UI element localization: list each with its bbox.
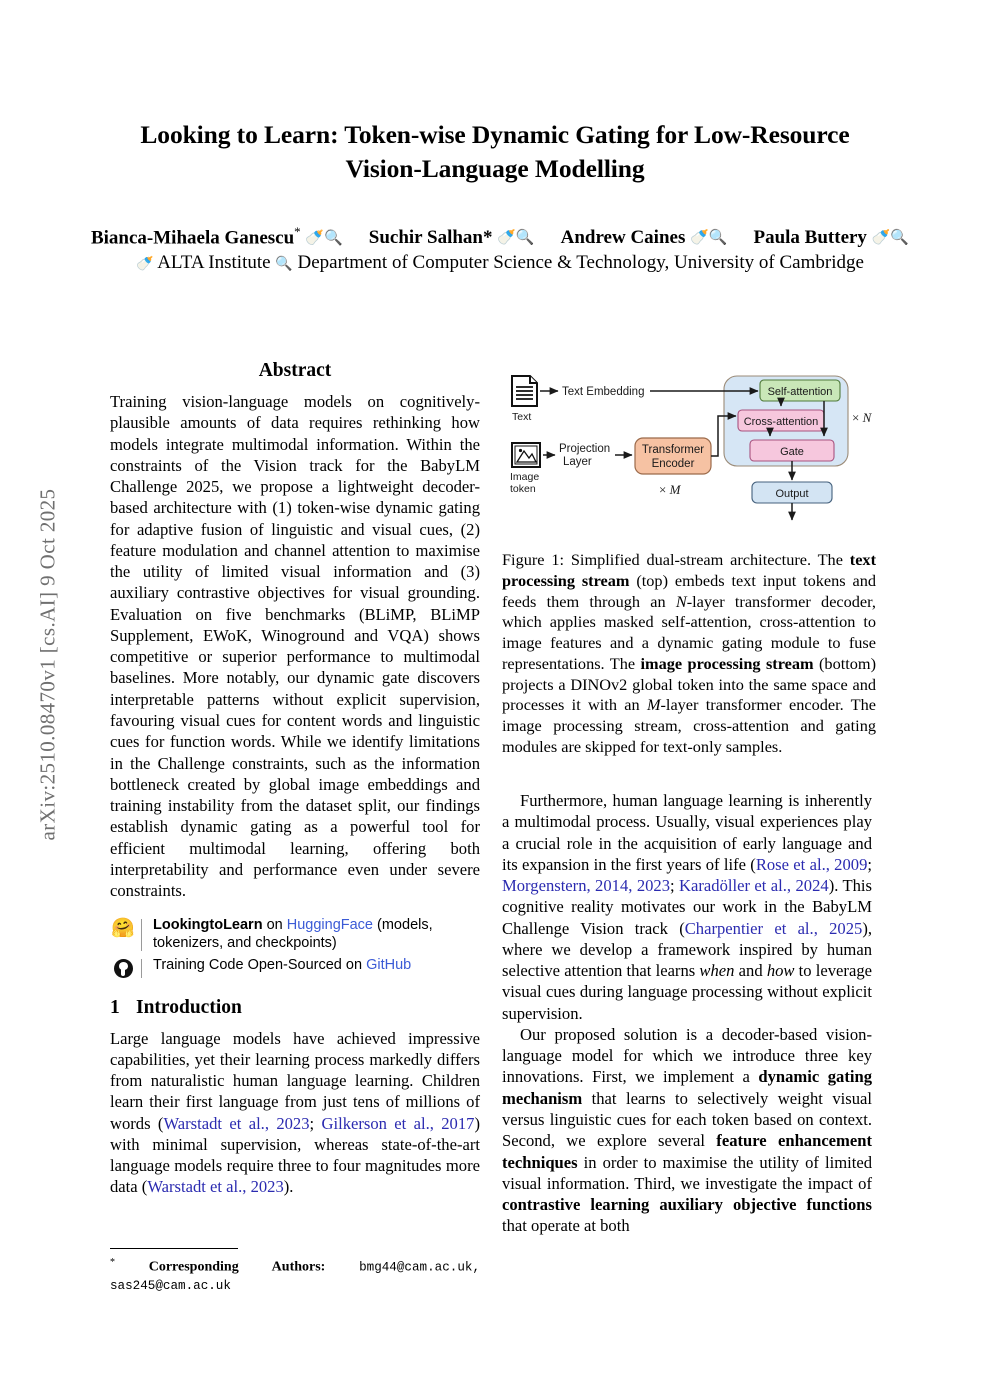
title-block (100, 118, 890, 186)
page-title (100, 118, 890, 186)
footnote (110, 1248, 480, 1294)
rc-text-e: to leverage visual cues during language processing without explicit supervision. (502, 961, 872, 1023)
footnote-rule (110, 1248, 238, 1249)
figure-1-diagram (502, 368, 876, 528)
bottle-icon: 🍼 (136, 256, 154, 272)
caption-text-4: (bottom) projects a DINOv2 global token into the same space and processes it with an (502, 653, 876, 715)
rc-text-d: and (734, 961, 767, 981)
rc-text-b: ). This cognitive reality motivates our work in the BabyLM Challenge Vision track ( (502, 876, 872, 938)
author-name: Bianca-Mihaela Ganescu (90, 227, 295, 249)
left-column (110, 360, 480, 1198)
divider (141, 959, 142, 978)
rc2-bold-feature-enhancement: feature enhancement techniques (502, 1131, 872, 1172)
text-document-icon (512, 376, 537, 406)
image-token-icon (512, 443, 540, 467)
citation-link[interactable]: Rose et al., 2009 (755, 854, 868, 874)
self-attention-label: Self-attention (767, 386, 833, 398)
cross-attention-label: Cross-attention (743, 416, 819, 428)
title-line-1: Looking to Learn: Token-wise Dynamic Gating for Low-Resource (140, 120, 850, 149)
projection-layer-label-1: Projection (559, 443, 611, 455)
text-embedding-label: Text Embedding (562, 386, 645, 398)
author-entry (561, 227, 728, 249)
intro-text-a: Large language models have achieved impressive capabilities, yet their learning process markedly differs from naturalistic human language learning. Children learn their first language from just tens of millions of words ( (110, 1028, 480, 1133)
right-paragraph-1 (502, 790, 872, 1024)
bottle-magnifier-icon: 🍼🔍 (497, 228, 535, 247)
citation-link[interactable]: Morgenstern, 2014, 2023 (502, 876, 671, 896)
transformer-encoder-label-2: Encoder (651, 458, 695, 470)
bottle-magnifier-icon: 🍼🔍 (305, 228, 343, 247)
footnote-text (110, 1257, 480, 1294)
section-number: 1 (110, 996, 120, 1018)
repo-name: LookingtoLearn (153, 917, 263, 934)
rc2-text-c: in order to maximise the utility of limited visual information. Third, we investigate the impact of (502, 1152, 872, 1193)
right-paragraph-2 (502, 1024, 872, 1237)
affiliation-alta: ALTA Institute (157, 252, 271, 273)
magnifier-icon: 🔍 (275, 256, 293, 272)
citation-link[interactable]: Karadöller et al., 2024 (679, 876, 829, 896)
author-list (70, 224, 930, 249)
rc-text-c: ), where we develop a framework inspired by human selective attention that learns (502, 918, 872, 981)
abstract-text: Training vision-language models on cognitively-plausible amounts of data requires rethinking how models integrate multimodal information. Within the constraints of the Vision track for the BabyLM Challenge 2025, we propose a lightweight decoder-based architecture with (1) token-wise dynamic gating for adaptive fusion of linguistic and visual cues, (2) feature modulation and channel attention to maximise the utility of limited visual information and (3) auxiliary contrastive objectives for visual grounding. Evaluation on five benchmarks (BLiMP, BLiMP Supplement, EWoK, Winoground and VQA) shows competitive or superior performance to multimodal baselines. More notably, our dynamic gate discovers interpretable patterns without explicit supervision, favouring visual cues for content words and linguistic cues for function words. While we identify limitations in the Challenge constraints, such as the information bottleneck created by global image embeddings and training instability from the dataset split, our findings establish dynamic gating as a powerful tool for efficient multimodal learning, offering both interpretability and performance even under severe constraints. (110, 392, 480, 901)
caption-math-m: M (646, 695, 661, 715)
caption-text-3: -layer transformer decoder, which applies masked self-attention, cross-attention to image features and a dynamic gating module to fuse representations. The (502, 591, 876, 673)
image-node-label-1: Image (510, 471, 540, 483)
footnote-marker: * (110, 1257, 115, 1268)
github-icon (110, 957, 136, 980)
caption-bold-1: text processing stream (502, 550, 876, 590)
intro-text-b: ) with minimal supervision, whereas state-of-the-art language models require three to four magnitudes more data ( (110, 1113, 480, 1197)
author-entry (91, 224, 343, 249)
citation-separator: ; (309, 1113, 322, 1133)
author-name: Suchir Salhan* (368, 227, 493, 249)
projection-layer-label-2: Layer (563, 456, 592, 468)
rc-italic-how: how (766, 961, 795, 981)
hugging-face-link-text (153, 917, 480, 952)
times-n-label: × N (852, 410, 872, 425)
divider (141, 919, 142, 950)
bottle-magnifier-icon: 🍼🔍 (690, 228, 728, 247)
author-entry (753, 227, 909, 249)
introduction-heading (110, 997, 480, 1019)
footnote-email-1[interactable]: bmg44@cam.ac.uk, (359, 1260, 480, 1275)
repo-tail-text: (models, tokenizers, and checkpoints) (153, 917, 433, 952)
arxiv-identifier-stamp: arXiv:2510.08470v1 [cs.AI] 9 Oct 2025 (35, 488, 60, 841)
rc2-bold-contrastive: contrastive learning auxiliary objective functions (502, 1195, 872, 1215)
citation-link[interactable]: Warstadt et al., 2023 (147, 1177, 284, 1197)
author-name: Andrew Caines (560, 227, 686, 249)
rc-italic-when: when (699, 961, 735, 981)
rc2-bold-dynamic-gating: dynamic gating mechanism (502, 1067, 872, 1108)
citation-link[interactable]: Warstadt et al., 2023 (163, 1113, 310, 1133)
caption-text-1: Simplified dual-stream architecture. The (564, 550, 850, 569)
architecture-svg (502, 368, 876, 528)
rc2-text-a: Our proposed solution is a decoder-based vision-language model for which we introduce three key innovations. First, we implement a (502, 1024, 872, 1087)
citation-separator: ; (867, 854, 872, 874)
github-link[interactable]: GitHub (366, 956, 412, 973)
abstract-heading: Abstract (258, 360, 332, 381)
rc2-text-b: that learns to selectively weight visual versus linguistic cues for each token based on context. Second, we explore several (502, 1088, 872, 1151)
footnote-label: Corresponding Authors: (148, 1259, 326, 1275)
rc2-text-d: that operate at both (502, 1216, 630, 1236)
author-entry (369, 227, 535, 249)
citation-link[interactable]: Gilkerson et al., 2017 (321, 1113, 475, 1133)
introduction-paragraph-1 (110, 1028, 480, 1198)
section-title: Introduction (136, 996, 242, 1018)
title-line-2: Vision-Language Modelling (345, 153, 645, 183)
repository-links (110, 917, 480, 979)
citation-link[interactable]: Charpentier et al., 2025 (684, 918, 863, 938)
gate-label: Gate (780, 446, 804, 458)
output-label: Output (775, 488, 809, 500)
citation-separator: ; (670, 876, 680, 896)
list-item[interactable] (110, 917, 480, 952)
list-item[interactable] (110, 957, 480, 980)
hugging-face-link[interactable]: HuggingFace (286, 917, 373, 934)
author-name: Paula Buttery (753, 227, 867, 249)
text-node-label: Text (512, 411, 532, 423)
right-column (502, 790, 872, 1237)
repo-mid-text: Training Code Open-Sourced on (153, 956, 367, 973)
hugging-face-icon: 🤗 (111, 917, 135, 940)
footnote-email-2[interactable]: sas245@cam.ac.uk (110, 1278, 231, 1293)
times-m-label: × M (659, 482, 681, 497)
affiliation-line (70, 252, 930, 274)
bottle-magnifier-icon: 🍼🔍 (871, 228, 910, 247)
affiliation-department: Department of Computer Science & Technology, University of Cambridge (297, 252, 864, 273)
figure-label: Figure 1: (502, 550, 565, 569)
repo-mid-text: on (262, 917, 287, 934)
intro-text-c: ). (283, 1177, 294, 1197)
figure-caption (502, 550, 876, 758)
caption-bold-2: image processing stream (640, 653, 814, 673)
image-node-label-2: token (510, 483, 536, 495)
github-link-text (153, 957, 480, 975)
caption-text-2: (top) embeds text input tokens and feeds them through an (502, 570, 876, 611)
transformer-encoder-label-1: Transformer (641, 444, 705, 456)
rc-text-a: Furthermore, human language learning is inherently a multimodal process. Usually, visual experiences play a crucial role in the acquisition of early language and its expansion in the first years of life ( (502, 791, 872, 874)
caption-text-5: -layer transformer encoder. The image processing stream, cross-attention and gating modules are skipped for text-only samples. (502, 695, 876, 756)
author-marker: * (294, 224, 301, 239)
caption-math-n: N (675, 591, 687, 611)
